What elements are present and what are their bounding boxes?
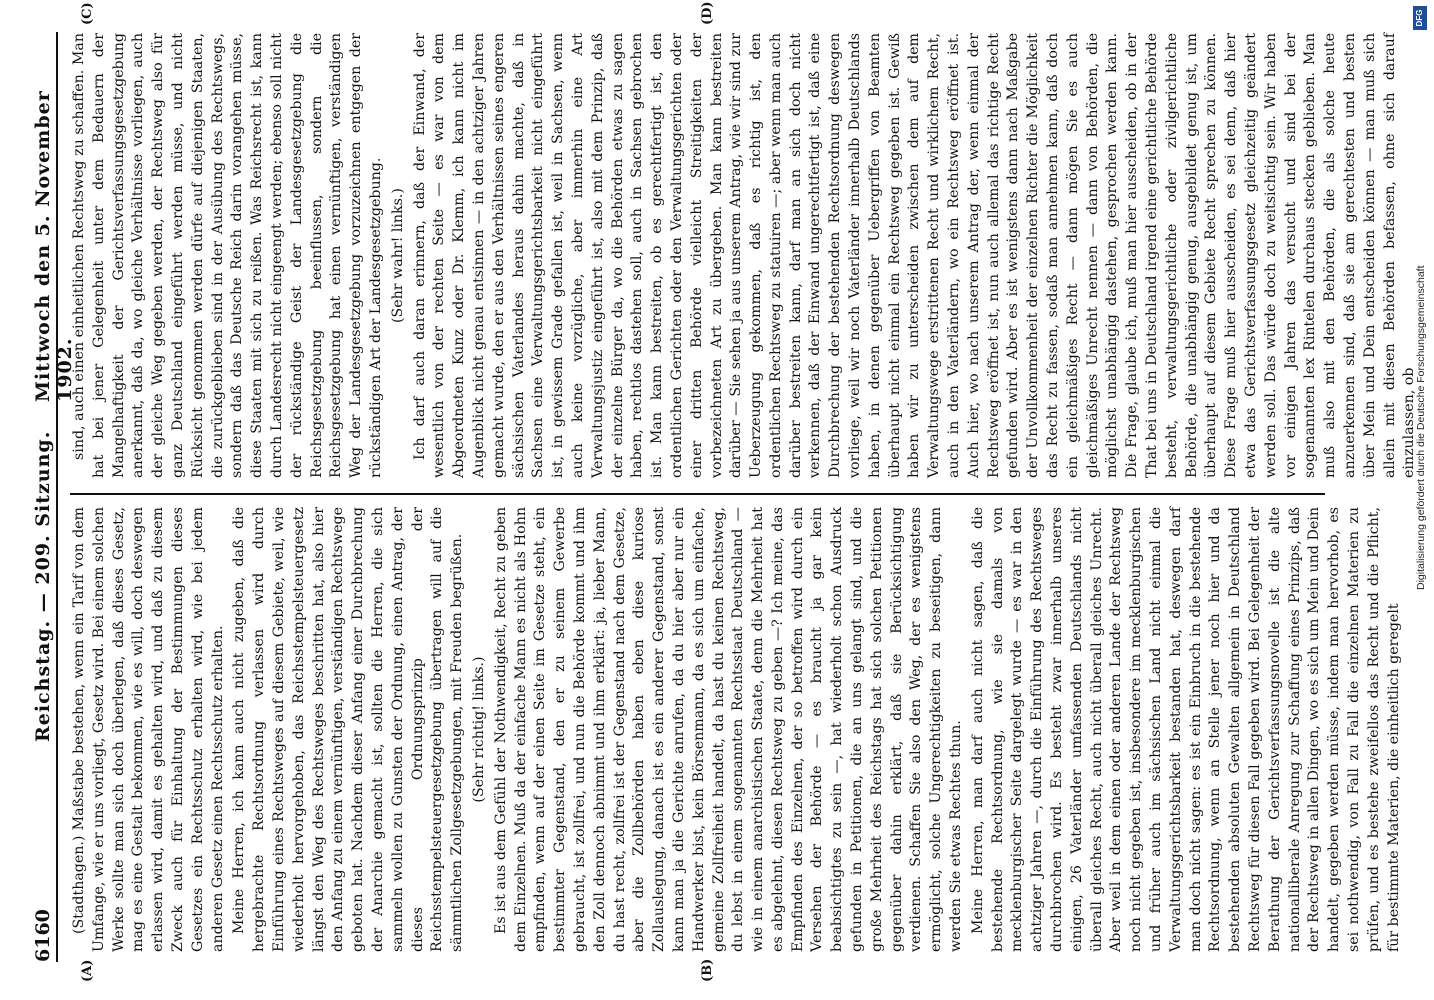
paragraph: Ich darf auch daran erinnern, daß der Einwand, der wesentlich von der rechten Seite — es war von dem Abgeordneten Kunz oder Dr. Klemm, ich kann nicht im Augenblick nicht genau entsinnen — in den achtziger Jahren gemacht wurde, den er aus den Verhältnissen seines engeren sächsischen Vaterlandes heraus dahin machte, daß in Sachsen eine Verwaltungsgerichtsbarkeit nicht eingeführt ist, in gewissem Grade gefallen ist, weil in Sachsen, wenn auch keine vorzügliche, aber immerhin eine Art Verwaltungsjustiz eingeführt ist, also mit dem Prinzip, daß der einzelne Bürger da, wo die Behörden etwas zu sagen haben, rechtlos dastehen soll, auch in Sachsen gebrochen ist. Man kann bestreiten, ob es gerechtfertigt ist, den ordentlichen Gerichten oder den Verwaltungsgerichten oder einer dritten Behörde vielleicht Streitigkeiten der vorbezeichneten Art zu übergeben. Man kann bestreiten darüber — Sie sehen ja aus unserem Antrag, wie wir sind zur Ueberzeugung gekommen, daß es richtig ist, den ordentlichen Rechtsweg zu statuiren —; aber wenn man auch darüber bestreiten kann, darf man an sich doch nicht verkennen, daß der Einwand ungerechtfertigt ist, daß eine Durchbrechung der bestehenden Rechtsordnung deswegen vorliege, weil wir noch Vaterländer innerhalb Deutschlands haben, in denen gegenüber Uebergriffen von Beamten überhaupt nicht einmal ein Rechtsweg gegeben ist. Gewiß haben wir zu unterscheiden zwischen dem auf dem Verwaltungswege erstrittenen Recht und wirklichem Recht, auch in den Vaterländern, wo ein Rechtsweg eröffnet ist. Auch hier, wo nach unserem Antrag der, wenn einmal der Rechtsweg eröffnet ist, nun auch allemal das richtige Recht gefunden wird. Aber es ist wenigstens dann nach Maßgabe der Unvollkommenheit der einzelnen Richter die Möglichkeit das Recht zu fassen, sodaß man annehmen kann, daß doch ein gleichmäßiges Recht — dann mögen Sie es auch gleichmäßiges Unrecht nennen — dann von Behörden, die möglichst unabhängig dastehen, gesprochen werden kann. Die Frage, glaube ich, muß man hier ausscheiden, ob in der That bei uns in Deutschland irgend eine gerichtliche Behörde besteht, verwaltungsgerichtliche oder zivilgerichtliche Behörde, die unabhängig genug, ausgebildet genug ist, um überhaupt auf diesem Gebiete Recht sprechen zu können. Diese Frage muß hier ausscheiden, es sei denn, daß hier etwa das Gerichtsverfassungsgesetz gleichzeitig geändert werden soll. Das würde doch zu weitsichtig sein. Wir haben vor einigen Jahren das versucht und sind bei der sogenannten lex Rintelen durchaus stecken geblieben. Man muß also mit den Behörden, die als solche heute anzuerkennen sind, daß sie am gerechtesten und besten über Mein und Dein entscheiden können — man muß sich allein mit diesen Behörden befassen, ohne sich darauf einzulassen, ob (411, 33, 1418, 478)
right-column (70, 33, 1418, 478)
paragraph: sind, auch einen einheitlichen Rechtsweg zu schaffen. Man hat bei jener Gelegenheit unter dem Bedauern der Mangelhaftigkeit der Gerichtsverfassungsgesetzgebung anerkannt, daß da, wo gleiche Verhältnisse vorliegen, auch der gleiche Weg gegeben werden, der Rechtsweg also für ganz Deutschland eingeführt werden müsse, und nicht Rücksicht genommen werden dürfe auf diejenigen Staaten, die zurückgeblieben sind in der Ausübung des Rechtswegs, sondern daß das Deutsche Reich darin vorangehen müsse, diese Staaten mit sich zu reißen. Was Reichsrecht ist, kann durch Landesrecht nicht eingeengt werden; ebenso soll nicht der rückständige Geist der Landesgesetzgebung die Reichsgesetzgebung beeinflussen, sondern die Reichsgesetzgebung hat einen vernünftigen, verständigen Weg der Landesgesetzgebung vorzuzeichnen entgegen der rückständigen Art der Landesgesetzgebung. (71, 33, 384, 478)
paragraph: Meine Herren, man darf auch nicht sagen, daß die bestehende Rechtsordnung, wie sie damals von mecklenburgischer Seite dargelegt wurde — es war in den achtziger Jahren —, durch die Einführung des Rechtsweges durchbrochen wird. Es besteht zwar innerhalb unseres einigen, 26 Vaterländer umfassenden Deutschlands nicht überall gleiches Recht, auch nicht überall gleiches Unrecht. Aber weil in dem einen oder anderen Lande der Rechtsweg noch nicht gegeben ist, insbesondere im mecklenburgischen und früher auch im sächsischen Land nicht einmal die Verwaltungsgerichtsbarkeit bestanden hat, deswegen darf man doch nicht sagen: es ist ein Einbruch in die bestehende Rechtsordnung, wenn an Stelle jener noch hier und da bestehenden absoluten Gewalten allgemein in Deutschland Rechtsweg für diesen Fall gegeben wird. Bei Gelegenheit der Berathung der Gerichtsverfassungsnovelle ist die alte nationalliberale Anregung zur Schaffung eines Prinzips, daß der Rechtsweg in allen Dingen, wo es sich um Mein und Dein handelt, gegeben werden müsse, indem man hervorhob, es sei nothwendig, von Fall zu Fall die einzelnen Materien zu prüfen, und es bestehe zweifellos das Recht und die Pflicht, für bestimmte Materien, die einheitlich geregelt (969, 507, 1402, 952)
page-number: 6160 (32, 909, 54, 962)
session-title: Reichstag. — 209. Sitzung. (32, 430, 54, 742)
running-head (32, 32, 76, 962)
column-divider (70, 493, 1325, 495)
left-column (70, 507, 1402, 952)
paragraph: Es ist aus dem Gefühl der Nothwendigkeit, Recht zu geben dem Einzelnen. Muß da der einfache Mann es nicht als Hohn empfinden, wenn auf der einen Seite im Gesetze steht, ein bestimmter Gegenstand, den er zu seinem Gewerbe gebraucht, ist zollfrei, und nun die Behörde kommt und ihm den Zoll dennoch abnimmt und ihm erklärt: ja, lieber Mann, du hast recht, zollfrei ist der Gegenstand nach dem Gesetze, aber die Zollbehörden haben eben diese kuriose Zollauslegung, danach ist es ein anderer Gegenstand, sonst kann man ja die Gerichte anrufen, da du hier aber nur ein Handwerker bist, kein Börsenmann, da es sich um einfache, gemeine Zollfreiheit handelt, da hast du keinen Rechtsweg, du lebst in einem sogenannten Rechtsstaat Deutschland — wie in einem anarchistischen Staate, denn die Mehrheit hat es abgelehnt, diesen Rechtsweg zu geben —? Ich meine, das Empfinden des Einzelnen, der so betroffen wird durch ein Versehen der Behörde — es braucht ja gar kein beabsichtigtes zu sein —, hat wiederholt schon Ausdruck gefunden in Petitionen, die an uns gelangt sind, und die große Mehrheit des Reichstags hat sich solchen Petitionen gegenüber dahin erklärt, daß sie Berücksichtigung verdienen. Schaffen Sie also den Weg, der es wenigstens ermöglicht, solche Ungerechtigkeiten zu beseitigen, dann werden Sie etwas Rechtes thun. (492, 507, 965, 952)
digitization-credit (1408, 0, 1434, 1000)
paragraph: Meine Herren, ich kann auch nicht zugeben, daß die hergebrachte Rechtsordnung verlassen wird durch Einführung eines Rechtsweges auf diesem Gebiete, weil, wie wiederholt hervorgehoben, das Reichsstempelsteuergesetz längst den Weg des Rechtsweges beschritten hat, also hier den Anfang zu einem vernünftigen, verständigen Rechtswege geboten hat. Nachdem dieser Anfang einer Durchbrechung der Anarchie gemacht ist, sollten die Herren, die sich sammeln wollen zu Gunsten der Ordnung, einen Antrag, der dieses Ordnungsprinzip der Reichsstempelsteuergesetzgebung übertragen will auf die sämmtlichen Zollgesetzgebungen, mit Freuden begrüßen. (231, 507, 466, 952)
paragraph: (Stadthagen.) Maßstabe bestehen, wenn ein Tarif von dem Umfange, wie er uns vorliegt, Gesetz wird. Bei einem solchen Werke sollte man sich doch überlegen, daß dieses Gesetz, mag es eine Gestalt bekommen, wie es will, doch deswegen erlassen wird, damit es gehalten wird, und daß zu diesem Zweck auch für Einhaltung der Bestimmungen dieses Gesetzes ein Rechtsschutz erhalten wird, wie bei jedem anderen Gesetz einen Rechtsschutz erhalten. (71, 507, 226, 952)
dfg-logo: DFG (1413, 6, 1427, 30)
interjection: (Sehr richtig! links.) (470, 656, 487, 803)
margin-mark-c: (C) (80, 2, 95, 25)
margin-mark-b: (B) (700, 958, 715, 982)
session-date: Mittwoch den 5. November 1902. (32, 90, 76, 402)
credit-text: Digitalisierung gefördert durch die Deutsche Forschungsgemeinschaft (1415, 265, 1427, 590)
margin-mark-a: (A) (80, 959, 95, 982)
margin-mark-d: (D) (700, 1, 715, 25)
interjection: (Sehr wahr! links.) (389, 188, 406, 323)
